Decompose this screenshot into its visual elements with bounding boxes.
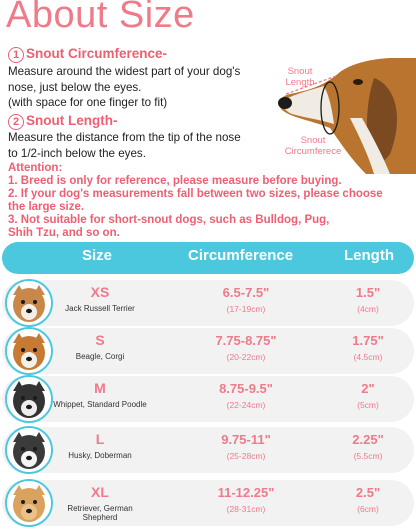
circumference-cm: (20-22cm) bbox=[226, 352, 266, 362]
snout-length-text bbox=[8, 130, 241, 161]
dog-face-icon bbox=[7, 428, 51, 472]
number-two-badge: 2 bbox=[8, 114, 24, 130]
circumference-inches: 7.75-8.75" bbox=[215, 333, 277, 348]
size-table-row bbox=[2, 376, 414, 422]
snout-length-title: Snout Length- bbox=[26, 113, 118, 128]
length-inches: 2" bbox=[361, 381, 375, 396]
snout-length-line-1: Measure the distance from the tip of the nose bbox=[8, 131, 241, 144]
size-code: S bbox=[95, 332, 105, 348]
breed-example: Jack Russell Terrier bbox=[65, 304, 135, 313]
snout-circumference-title: Snout Circumference- bbox=[26, 46, 168, 61]
circumference-inches: 6.5-7.5" bbox=[222, 285, 270, 300]
dog-face-icon bbox=[7, 281, 51, 325]
dog-photo bbox=[5, 279, 53, 327]
circumference-inches: 8.75-9.5" bbox=[219, 381, 273, 396]
circumference-cm: (22-24cm) bbox=[226, 400, 266, 410]
length-inches: 2.5" bbox=[355, 485, 381, 500]
size-code: XL bbox=[91, 484, 109, 500]
breed-example: Husky, Doberman bbox=[68, 451, 132, 460]
dog-photo bbox=[5, 479, 53, 527]
page-title: About Size bbox=[6, 0, 195, 36]
snout-circumference-label-line-1: Snout bbox=[300, 135, 326, 146]
size-code: M bbox=[94, 380, 106, 396]
dog-face-icon bbox=[7, 377, 51, 421]
length-cm: (4.5cm) bbox=[353, 352, 383, 362]
snout-circumference-line-1: Measure around the widest part of your dog's bbox=[8, 65, 241, 78]
snout-circumference-line-2: nose, just below the eyes. bbox=[8, 80, 142, 94]
dog-photo bbox=[5, 426, 53, 474]
snout-circumference-text bbox=[8, 64, 240, 111]
attention-notes bbox=[8, 162, 410, 240]
snout-circumference-label-line-2: Circumferece bbox=[284, 146, 342, 157]
length-cm: (4cm) bbox=[357, 304, 379, 314]
attention-line-2: 2. If your dog's measurements fall between two sizes, please choose bbox=[8, 188, 383, 200]
size-code: XS bbox=[90, 284, 110, 300]
size-table-row bbox=[2, 427, 414, 473]
snout-length-label bbox=[282, 66, 318, 88]
length-cm: (5cm) bbox=[357, 400, 379, 410]
snout-circumference-label bbox=[278, 135, 348, 157]
attention-line-1: 1. Breed is only for reference, please measure before buying. bbox=[8, 175, 342, 187]
dog-photo bbox=[5, 327, 53, 375]
length-inches: 2.25" bbox=[352, 432, 384, 447]
circumference-cm: (17-19cm) bbox=[226, 304, 266, 314]
circumference-column-header: Circumference bbox=[188, 247, 294, 264]
attention-line-3: the large size. bbox=[8, 201, 85, 213]
attention-heading: Attention: bbox=[8, 162, 63, 174]
breed-example: Whippet, Standard Poodle bbox=[53, 400, 147, 409]
dog-face-icon bbox=[7, 329, 51, 373]
snout-circumference-heading bbox=[8, 46, 167, 63]
length-inches: 1.5" bbox=[355, 285, 381, 300]
circumference-inches: 9.75-11" bbox=[221, 432, 271, 447]
number-one-badge: 1 bbox=[8, 47, 24, 63]
size-table-header bbox=[2, 242, 414, 274]
length-column-header: Length bbox=[344, 247, 394, 264]
snout-length-label-line-1: Snout bbox=[287, 66, 313, 77]
size-table-row bbox=[2, 280, 414, 326]
snout-length-line-2: to 1/2-inch below the eyes. bbox=[8, 146, 146, 160]
size-table-row bbox=[2, 328, 414, 374]
snout-length-label-line-2: Length bbox=[285, 77, 315, 88]
attention-line-4: 3. Not suitable for short-snout dogs, such as Bulldog, Pug, bbox=[8, 214, 330, 226]
breed-example: Retriever, German Shepherd bbox=[67, 504, 133, 522]
length-cm: (6cm) bbox=[357, 504, 379, 514]
dog-face-icon bbox=[7, 481, 51, 525]
snout-length-heading bbox=[8, 113, 117, 130]
circumference-cm: (25-28cm) bbox=[226, 451, 266, 461]
breed-example: Beagle, Corgi bbox=[75, 352, 125, 361]
size-column-header: Size bbox=[82, 247, 113, 264]
size-table-row bbox=[2, 480, 414, 526]
length-inches: 1.75" bbox=[352, 333, 384, 348]
snout-circumference-line-3: (with space for one finger to fit) bbox=[8, 96, 168, 109]
circumference-inches: 11-12.25" bbox=[217, 485, 275, 500]
length-cm: (5.5cm) bbox=[353, 451, 383, 461]
attention-line-5: Shih Tzu, and so on. bbox=[8, 227, 120, 239]
circumference-cm: (28-31cm) bbox=[226, 504, 266, 514]
size-code: L bbox=[95, 431, 105, 447]
dog-photo bbox=[5, 375, 53, 423]
